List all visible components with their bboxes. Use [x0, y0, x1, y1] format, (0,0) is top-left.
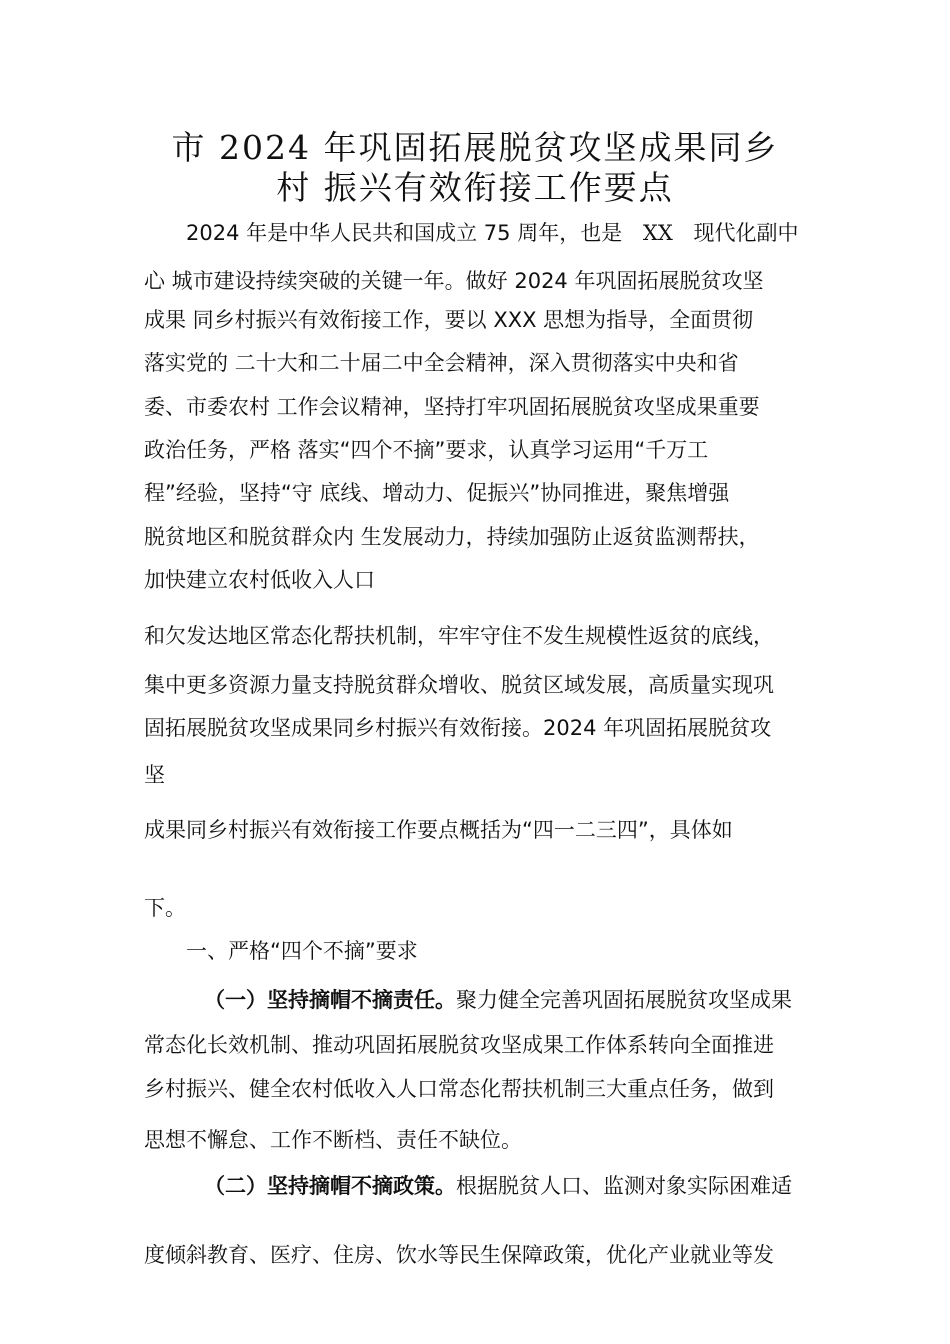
section-heading: 一、严格“四个不摘”要求	[186, 939, 418, 963]
item-1-first-line	[204, 986, 792, 1014]
body-line: 和欠发达地区常态化帮扶机制，牢牢守住不发生规模性返贫的底线，	[144, 624, 774, 648]
intro-line: 政治任务，严格 落实“四个不摘”要求，认真学习运用“千万工	[144, 438, 709, 462]
item-1-text: 聚力健全完善巩固拓展脱贫攻坚成果	[456, 988, 792, 1012]
document-title-line-2: 村 振兴有效衔接工作要点	[276, 168, 674, 207]
intro-line: 脱贫地区和脱贫群众内 生发展动力，持续加强防止返贫监测帮扶，	[144, 525, 760, 549]
intro-text: 2024 年是中华人民共和国成立 75 周年，也是	[186, 221, 623, 245]
intro-line: 委、市委农村 工作会议精神，坚持打牢巩固拓展脱贫攻坚成果重要	[144, 395, 760, 419]
intro-line: 加快建立农村低收入人口	[144, 568, 375, 592]
intro-text-xx: XX	[642, 221, 673, 245]
intro-line: 成果 同乡村振兴有效衔接工作，要以 XXX 思想为指导，全面贯彻	[144, 308, 754, 332]
item-1-line: 常态化长效机制、推动巩固拓展脱贫攻坚成果工作体系转向全面推进	[144, 1033, 774, 1057]
intro-line: 心 城市建设持续突破的关键一年。做好 2024 年巩固拓展脱贫攻坚	[144, 269, 764, 293]
intro-line: 落实党的 二十大和二十届二中全会精神，深入贯彻落实中央和省	[144, 351, 739, 375]
item-2-first-line	[204, 1172, 792, 1200]
intro-line: 程”经验，坚持“守 底线、增动力、促振兴”协同推进，聚焦增强	[144, 481, 730, 505]
intro-line	[186, 219, 798, 247]
item-1-line: 乡村振兴、健全农村低收入人口常态化帮扶机制三大重点任务，做到	[144, 1077, 774, 1101]
summary-end: 下。	[144, 896, 186, 920]
summary-line: 成果同乡村振兴有效衔接工作要点概括为“四一二三四”，具体如	[144, 818, 733, 842]
body-line: 固拓展脱贫攻坚成果同乡村振兴有效衔接。2024 年巩固拓展脱贫攻	[144, 716, 772, 740]
document-title-line-1: 市 2024 年巩固拓展脱贫攻坚成果同乡	[171, 128, 779, 167]
item-2-text: 根据脱贫人口、监测对象实际困难适	[456, 1174, 792, 1198]
body-line: 集中更多资源力量支持脱贫群众增收、脱贫区域发展，高质量实现巩	[144, 673, 774, 697]
item-2-label: （二）坚持摘帽不摘政策。	[204, 1173, 456, 1198]
item-1-line: 思想不懈怠、工作不断档、责任不缺位。	[144, 1128, 522, 1152]
body-line: 坚	[144, 763, 165, 787]
item-1-label: （一）坚持摘帽不摘责任。	[204, 987, 456, 1012]
intro-text: 现代化副中	[693, 221, 799, 245]
item-2-line: 度倾斜教育、医疗、住房、饮水等民生保障政策，优化产业就业等发	[144, 1243, 774, 1267]
